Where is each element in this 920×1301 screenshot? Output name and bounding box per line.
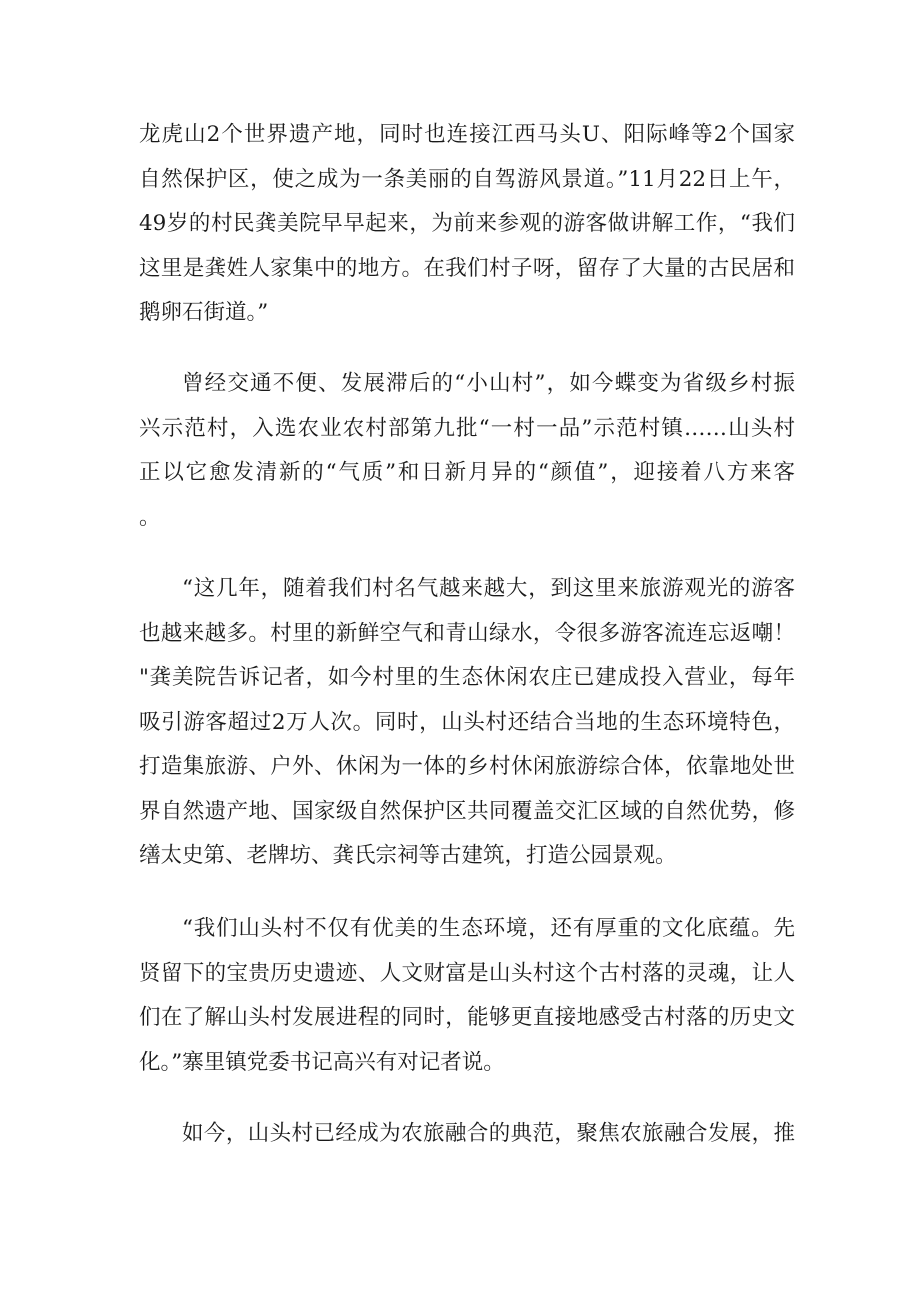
paragraph-line: 。 <box>139 504 161 530</box>
paragraph-5 <box>139 1112 795 1157</box>
paragraph-line: 龙虎山2个世界遗产地，同时也连接江西马头U、阳际峰等2个国家 <box>139 122 795 147</box>
paragraph-line: 界自然遗产地、国家级自然保护区共同覆盖交汇区域的自然优势，修 <box>139 798 795 824</box>
paragraph-line: 化。”寨里镇党委书记高兴有对记者说。 <box>139 1049 505 1075</box>
paragraph-line: 吸引游客超过2万人次。同时，山头村还结合当地的生态环境特色， <box>139 709 795 735</box>
paragraph-line: 正以它愈发清新的“气质”和日新月异的“颜值”，迎接着八方来客 <box>139 460 795 485</box>
paragraph-line: 49岁的村民龚美院早早起来，为前来参观的游客做讲解工作，“我们 <box>139 211 795 236</box>
paragraph-line: “我们山头村不仅有优美的生态环境，还有厚重的文化底蕴。先 <box>182 916 795 941</box>
paragraph-line: 鹅卵石街道。” <box>139 300 269 325</box>
paragraph-line: 也越来越多。村里的新鲜空气和青山绿水，令很多游客流连忘返嘲！ <box>139 620 795 646</box>
paragraph-line: 缮太史第、老牌坊、龚氏宗祠等古建筑，打造公园景观。 <box>139 843 677 868</box>
paragraph-line: 自然保护区，使之成为一条美丽的自驾游风景道。”11月22日上午， <box>139 166 795 192</box>
paragraph-line: 曾经交通不便、发展滞后的“小山村”，如今蝶变为省级乡村振 <box>182 371 795 396</box>
paragraph-line: “这几年，随着我们村名气越来越大，到这里来旅游观光的游客 <box>182 576 795 601</box>
paragraph-line: 如今，山头村已经成为农旅融合的典范，聚焦农旅融合发展，推 <box>182 1121 795 1146</box>
paragraph-2 <box>139 362 795 540</box>
paragraph-line: 们在了解山头村发展进程的同时，能够更直接地感受古村落的历史文 <box>139 1005 795 1030</box>
paragraph-3 <box>139 567 795 879</box>
paragraph-line: 打造集旅游、户外、休闲为一体的乡村休闲旅游综合体，依靠地处世 <box>139 754 795 779</box>
paragraph-line: 贤留下的宝贵历史遗迹、人文财富是山头村这个古村落的灵魂，让人 <box>139 960 795 986</box>
paragraph-line: 兴示范村，入选农业农村部第九批“一村一品”示范村镇……山头村 <box>139 415 795 441</box>
paragraph-line: "龚美院告诉记者，如今村里的生态休闲农庄已建成投入营业，每年 <box>139 665 795 690</box>
paragraph-line: 这里是龚姓人家集中的地方。在我们村子呀，留存了大量的古民居和 <box>139 255 795 281</box>
paragraph-1 <box>139 113 795 336</box>
paragraph-4 <box>139 907 795 1085</box>
